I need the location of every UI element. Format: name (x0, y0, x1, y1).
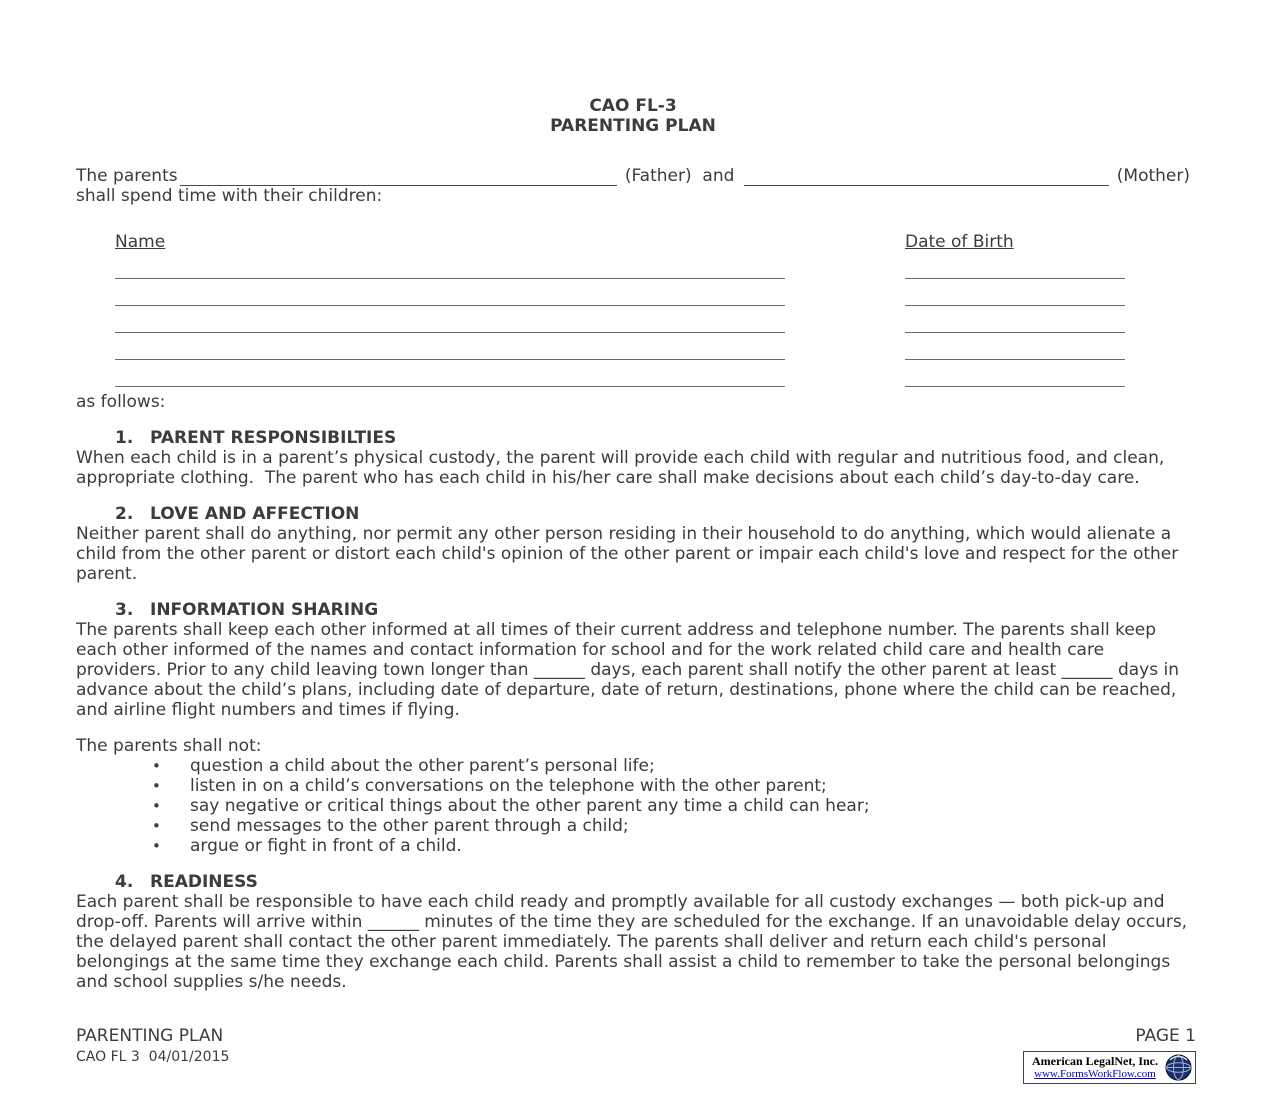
list-item (152, 836, 1190, 856)
child-dob-blank[interactable] (905, 305, 1125, 306)
list-item-text: send messages to the other parent through a child; (190, 816, 629, 836)
child-name-blank[interactable] (115, 386, 785, 387)
section-title: PARENT RESPONSIBILTIES (150, 428, 397, 448)
mother-label: (Mother) (1116, 166, 1190, 186)
section-love-and-affection (76, 504, 1190, 584)
list-item-text: argue or fight in front of a child. (190, 836, 462, 856)
section-number: 1. (115, 428, 134, 448)
section-readiness (76, 872, 1190, 992)
list-item (152, 816, 1190, 836)
footer-doc-name: PARENTING PLAN (76, 1026, 224, 1046)
section-heading (115, 428, 1190, 448)
dob-column-header: Date of Birth (905, 232, 1014, 252)
child-name-blank[interactable] (115, 278, 785, 279)
child-row (115, 279, 1125, 306)
footer-right (1023, 1026, 1196, 1084)
footer-doc-code: CAO FL 3 04/01/2015 (76, 1049, 230, 1065)
bullet-icon (152, 756, 190, 776)
intro-line2: shall spend time with their children: (76, 186, 383, 206)
section-body: The parents shall keep each other informed at all times of their current address and telephone number. The parents shall keep each other informed of the names and contact information for school and for the work related child care and health care providers. Prior to any child leaving town longer than ______ days, each parent shall notify the other parent at least ______ days in advance about the child’s plans, including date of departure, date of return, destinations, phone where the child can be reached, and airline flight numbers and times if flying. (76, 620, 1179, 720)
form-title: PARENTING PLAN (550, 116, 716, 136)
section-body: Each parent shall be responsible to have each child ready and promptly available for all custody exchanges — both pick-up and drop-off. Parents will arrive within ______ minutes of the time they are scheduled for the exchange. If an unavoidable delay occurs, the delayed parent shall contact the other parent immediately. The parents shall deliver and return each child's personal belongings at the same time they exchange each child. Parents shall assist a child to remember to take the personal belongings and school supplies s/he needs. (76, 892, 1188, 992)
intro-prefix: The parents (76, 166, 178, 186)
list-item-text: question a child about the other parent’s personal life; (190, 756, 655, 776)
section-number: 2. (115, 504, 134, 524)
list-item (152, 776, 1190, 796)
mother-name-blank[interactable] (744, 168, 1108, 186)
child-row (115, 333, 1125, 360)
child-dob-blank[interactable] (905, 386, 1125, 387)
shall-not-intro: The parents shall not: (76, 736, 262, 756)
parents-line (76, 166, 1190, 186)
section-title: INFORMATION SHARING (150, 600, 379, 620)
list-item-text: say negative or critical things about the other parent any time a child can hear; (190, 796, 870, 816)
father-label: (Father) and (624, 166, 735, 186)
section-heading (115, 600, 1190, 620)
list-item-text: listen in on a child’s conversations on the telephone with the other parent; (190, 776, 827, 796)
name-column-header: Name (115, 232, 166, 252)
child-dob-blank[interactable] (905, 359, 1125, 360)
brand-link[interactable]: www.FormsWorkFlow.com (1034, 1068, 1156, 1080)
footer-left (76, 1026, 229, 1067)
legalnet-badge (1023, 1051, 1196, 1084)
child-name-blank[interactable] (115, 332, 785, 333)
brand-name: American LegalNet, Inc. (1032, 1054, 1158, 1068)
bullet-icon (152, 776, 190, 796)
child-name-blank[interactable] (115, 305, 785, 306)
bullet-icon (152, 816, 190, 836)
child-dob-blank[interactable] (905, 332, 1125, 333)
form-number: CAO FL-3 (589, 96, 677, 116)
section-heading (115, 872, 1190, 892)
page-footer (76, 1026, 1196, 1084)
globe-icon (1165, 1054, 1192, 1081)
as-follows-text: as follows: (76, 392, 166, 412)
child-row (115, 252, 1125, 279)
child-name-blank[interactable] (115, 359, 785, 360)
list-item (152, 796, 1190, 816)
section-title: READINESS (150, 872, 258, 892)
section-title: LOVE AND AFFECTION (150, 504, 360, 524)
section-information-sharing (76, 600, 1190, 720)
children-table (115, 232, 1125, 387)
father-name-blank[interactable] (180, 168, 617, 186)
section-heading (115, 504, 1190, 524)
bullet-icon (152, 836, 190, 856)
shall-not-list (152, 756, 1190, 856)
section-parent-responsibilities (76, 428, 1190, 488)
child-row (115, 360, 1125, 387)
section-number: 3. (115, 600, 134, 620)
bullet-icon (152, 796, 190, 816)
child-row (115, 306, 1125, 333)
child-dob-blank[interactable] (905, 278, 1125, 279)
legalnet-text (1032, 1054, 1158, 1081)
section-body: When each child is in a parent’s physical custody, the parent will provide each child with regular and nutritious food, and clean, appropriate clothing. The parent who has each child in his/her care shall make decisions about each child’s day-to-day care. (76, 448, 1165, 488)
intro-paragraph (76, 166, 1190, 206)
section-number: 4. (115, 872, 134, 892)
list-item (152, 756, 1190, 776)
page-number: PAGE 1 (1135, 1026, 1196, 1046)
children-table-header (115, 232, 1125, 252)
section-body: Neither parent shall do anything, nor permit any other person residing in their household to do anything, which would alienate a child from the other parent or distort each child's opinion of the other parent or impair each child's love and respect for the other parent. (76, 524, 1179, 584)
